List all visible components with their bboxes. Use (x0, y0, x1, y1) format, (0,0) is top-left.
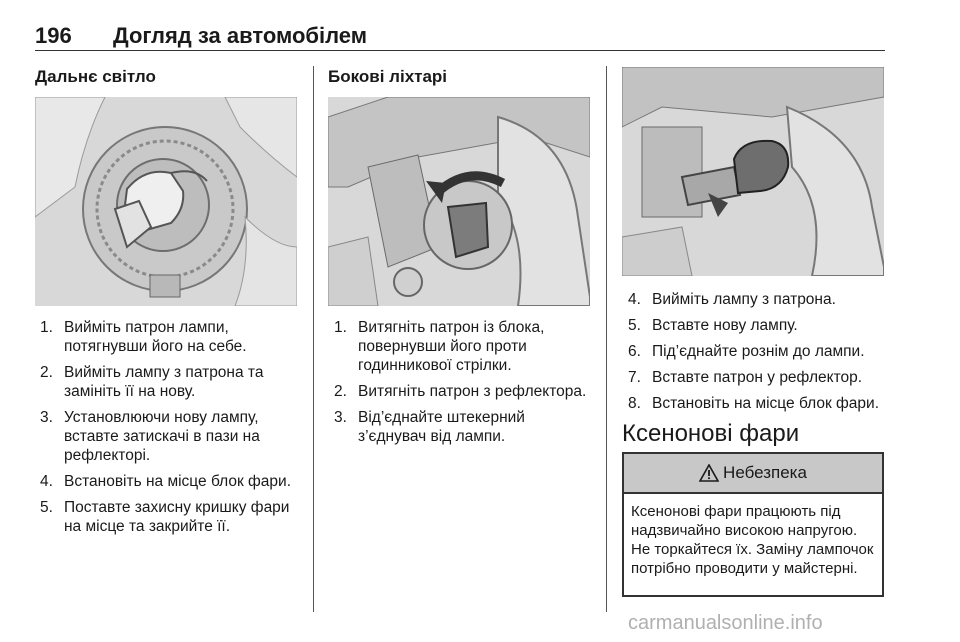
section-heading-high-beam: Дальнє світло (35, 67, 156, 86)
list-item (40, 408, 302, 465)
step-number: 8. (628, 395, 641, 412)
list-item (334, 408, 596, 446)
step-text: Установлюючи нову лампу, вставте затискачі в пази на рефлекторі. (64, 409, 260, 464)
side-light-steps (334, 318, 596, 453)
warning-triangle-icon (699, 464, 719, 482)
step-text: Встановіть на місце блок фари. (652, 395, 880, 412)
step-number: 1. (334, 319, 347, 336)
step-number: 7. (628, 369, 641, 386)
list-item (628, 342, 890, 361)
step-text: Вийміть лампу з патрона та замініть її на нову. (64, 364, 264, 400)
section-heading-side-lights: Бокові ліхтарі (328, 67, 448, 86)
step-text: Вставте нову лампу. (652, 317, 798, 334)
step-number: 6. (628, 343, 641, 360)
step-text: Витягніть патрон із блока, повернувши його проти годинникової стрілки. (358, 319, 545, 374)
page-header-title: Догляд за автомобілем (113, 23, 368, 48)
high-beam-steps (40, 318, 302, 543)
side-light-figure (328, 97, 590, 306)
page-number: 196 (35, 23, 72, 48)
step-number: 4. (40, 473, 53, 490)
step-text: Витягніть патрон з рефлектора. (358, 383, 587, 400)
step-number: 2. (334, 383, 347, 400)
step-text: Вийміть лампу з патрона. (652, 291, 836, 308)
list-item (40, 498, 302, 536)
watermark: carmanualsonline.info (628, 612, 823, 634)
bulb-replacement-steps (628, 290, 890, 420)
list-item (628, 316, 890, 335)
list-item (628, 290, 890, 309)
step-number: 3. (334, 409, 347, 426)
list-item (40, 472, 302, 491)
step-text: Вставте патрон у рефлектор. (652, 369, 863, 386)
high-beam-figure (35, 97, 297, 306)
warning-text: Ксенонові фари працюють під надзвичайно високою напругою. Не торкайтеся їх. Заміну лампочок потрібно проводити у майстерні. (631, 503, 874, 577)
list-item (334, 382, 596, 401)
step-text: Під’єднайте рознім до лампи. (652, 343, 865, 360)
header-rule (35, 50, 885, 51)
step-text: Від’єднайте штекерний з’єднувач від лампи. (358, 409, 525, 445)
list-item (334, 318, 596, 375)
list-item (628, 394, 890, 413)
column-divider-right (606, 66, 607, 612)
step-text: Встановіть на місце блок фари. (64, 473, 292, 490)
warning-box (622, 452, 884, 597)
step-number: 5. (40, 499, 53, 516)
warning-title: Небезпека (723, 463, 807, 482)
section-heading-xenon: Ксенонові фари (622, 420, 800, 447)
step-text: Поставте захисну кришку фари на місце та закрийте її. (64, 499, 290, 535)
step-number: 4. (628, 291, 641, 308)
bulb-replacement-figure (622, 67, 884, 276)
column-divider-left (313, 66, 314, 612)
step-number: 3. (40, 409, 53, 426)
step-text: Вийміть патрон лампи, потягнувши його на себе. (64, 319, 247, 355)
step-number: 1. (40, 319, 53, 336)
list-item (40, 318, 302, 356)
step-number: 5. (628, 317, 641, 334)
warning-header (624, 454, 882, 494)
list-item (628, 368, 890, 387)
list-item (40, 363, 302, 401)
step-number: 2. (40, 364, 53, 381)
